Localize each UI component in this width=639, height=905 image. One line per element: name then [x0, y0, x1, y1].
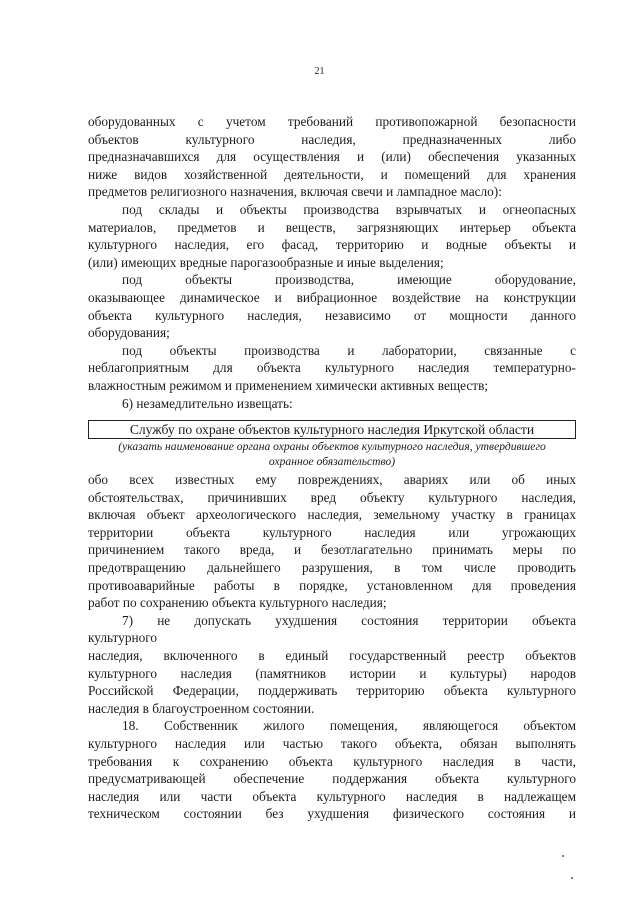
text-line: наследия или части объекта культурного наследия в надлежащем [88, 788, 576, 804]
authority-note: (указать наименование органа охраны объектов культурного наследия, утвердившего [118, 440, 546, 454]
text-line: территории объекта культурного наследия или угрожающих [88, 524, 576, 540]
text-line: (или) имеющих вредные парогазообразные и иные выделения; [88, 254, 444, 270]
list-item-18: 18. Собственник жилого помещения, являющегося объектом [122, 718, 576, 734]
text-line: обо всех известных ему повреждениях, авариях или об иных [88, 472, 576, 488]
text-line: Российской Федерации, поддерживать территорию объекта культурного [88, 683, 576, 699]
text-line: предотвращению дальнейшего разрушения, в том числе проводить [88, 560, 576, 576]
text-line: предусматривающей обеспечение поддержания объекта культурного [88, 771, 576, 787]
page-number: 21 [314, 66, 325, 77]
document-body [88, 113, 576, 823]
text-line: наследия в благоустроенном состоянии. [88, 700, 315, 716]
text-line: работ по сохранению объекта культурного наследия; [88, 595, 387, 611]
text-line: предназначавшихся для осуществления и (или) обеспечения указанных [88, 149, 576, 165]
text-line: требования к сохранению объекта культурного наследия в части, [88, 753, 576, 769]
authority-note: охранное обязательство) [268, 455, 396, 469]
authority-block [88, 420, 576, 469]
authority-box: Службу по охране объектов культурного наследия Иркутской области [88, 420, 576, 439]
text-line: культурного наследия, его фасад, территорию и водные объекты и [88, 237, 576, 253]
scan-speck [571, 877, 573, 879]
text-line: под склады и объекты производства взрывчатых и огнеопасных [122, 201, 576, 217]
text-line: неблагоприятным для объекта культурного наследия температурно- [88, 360, 576, 376]
list-item-7: 7) не допускать ухудшения состояния территории объекта [122, 612, 576, 628]
text-line: наследия, включенного в единый государственный реестр объектов [88, 648, 576, 664]
text-line: противоаварийные работы в порядке, установленном для проведения [88, 577, 576, 593]
text-line: культурного наследия (памятников истории и культуры) народов [88, 665, 576, 681]
text-line: оборудования; [88, 325, 170, 341]
text-line: под объекты производства, имеющие оборудование, [122, 272, 576, 288]
list-item-6: 6) незамедлительно извещать: [122, 395, 293, 411]
text-line: под объекты производства и лаборатории, связанные с [122, 342, 576, 358]
text-line: объектов культурного наследия, предназначенных либо [88, 131, 576, 147]
text-line: техническом состоянии без ухудшения физического состояния и [88, 806, 576, 822]
text-line: включая объект археологического наследия, земельному участку в границах [88, 507, 576, 523]
text-line: ниже видов хозяйственной деятельности, и помещений для хранения [88, 166, 576, 182]
text-line: материалов, предметов и веществ, загрязняющих интерьер объекта [88, 219, 576, 235]
text-line: объекта культурного наследия, независимо от мощности данного [88, 307, 576, 323]
text-line: культурного [88, 630, 157, 646]
text-line: культурного наследия или частью такого объекта, обязан выполнять [88, 736, 576, 751]
text-line: предметов религиозного назначения, включая свечи и лампадное масло): [88, 184, 502, 200]
text-line: оказывающее динамическое и вибрационное воздействие на конструкции [88, 289, 576, 305]
text-line: влажностным режимом и применением химически активных веществ; [88, 377, 489, 393]
text-line: обстоятельствах, причинивших вред объекту культурного наследия, [88, 489, 576, 505]
text-line: причинением такого вреда, и безотлагательно принимать меры по [88, 542, 576, 558]
text-line: оборудованных с учетом требований противопожарной безопасности [88, 114, 576, 129]
scan-speck [562, 855, 564, 857]
